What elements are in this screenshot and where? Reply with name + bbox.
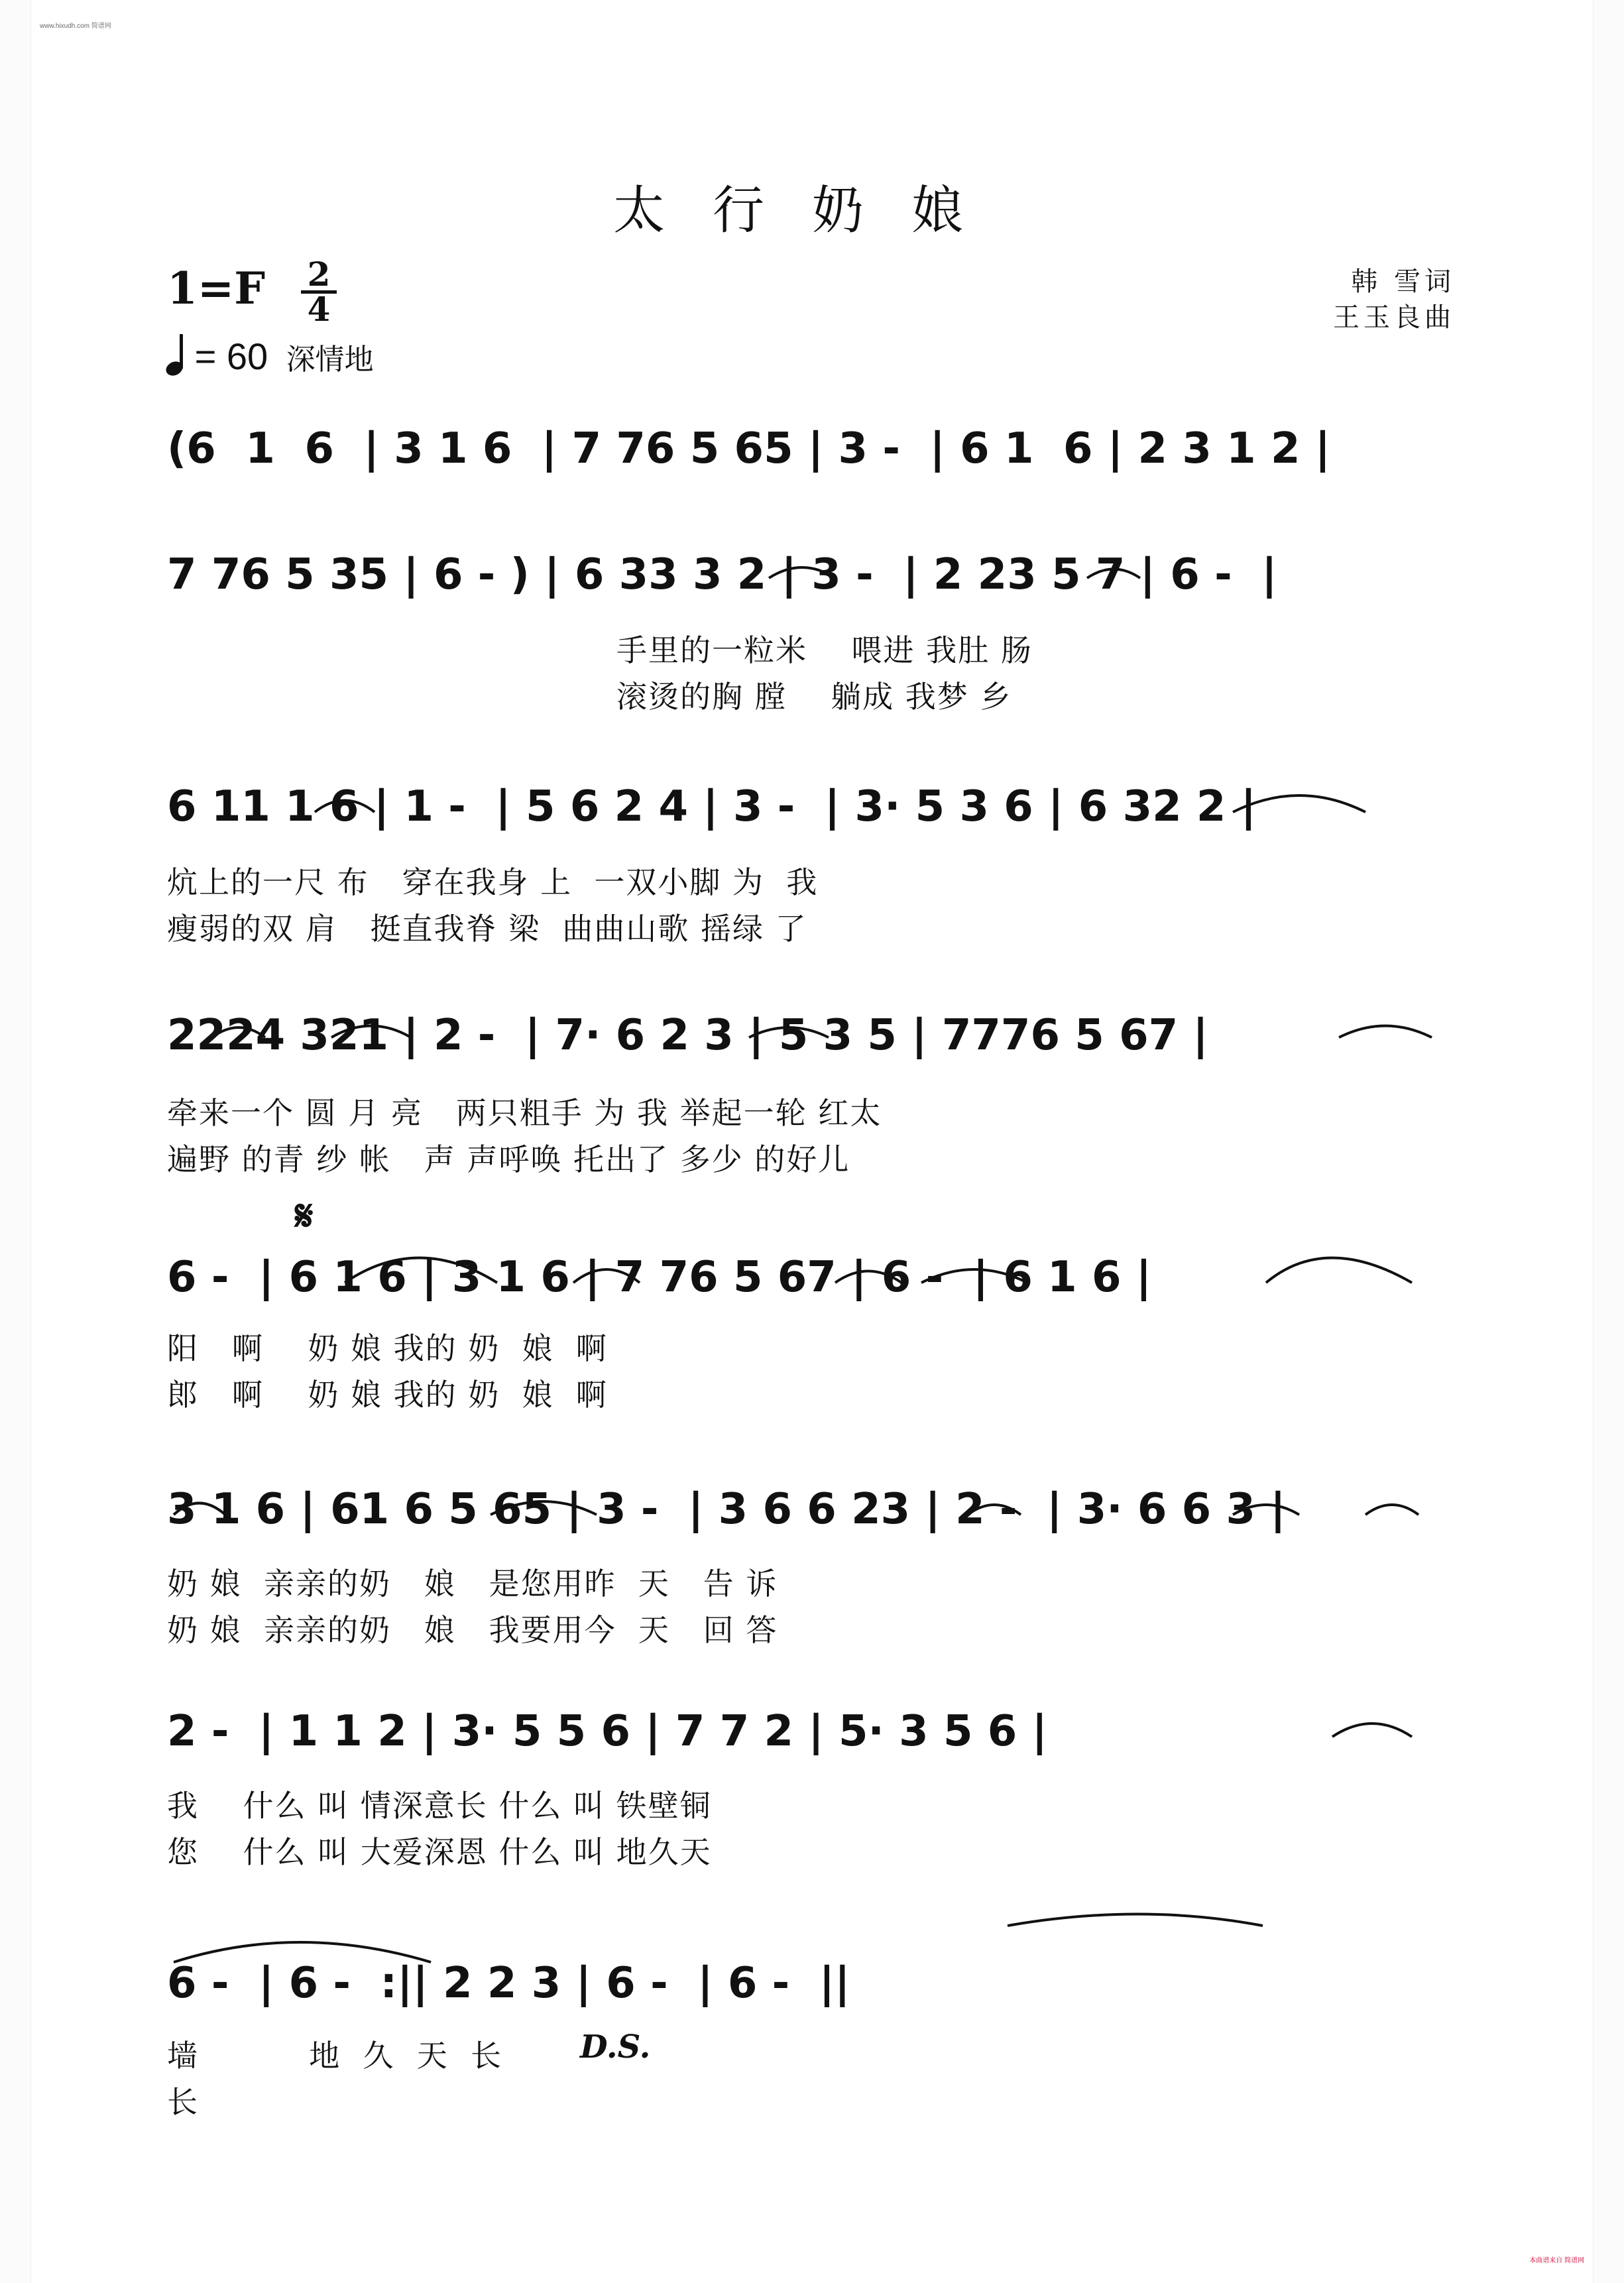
lyric-line-3-verse-2: 瘦弱的双 肩 挺直我脊 梁 曲曲山歌 摇绿 了 xyxy=(167,911,807,947)
slur xyxy=(1365,1505,1419,1515)
notes-line-7: 2 - | 1 1 2 | 3· 5 5 6 | 7 7 2 | 5· 3 5 6 | xyxy=(167,1707,1047,1756)
notes-line-3: 6 11 1 6 | 1 - | 5 6 2 4 | 3 - | 3· 5 3 6 | 6 32 2 | xyxy=(167,782,1257,831)
composer: 王玉良曲 xyxy=(1333,302,1455,333)
notes-line-1: (6 1 6 | 3 1 6 | 7 76 5 65 | 3 - | 6 1 6 | 2 3 1 2 | xyxy=(167,424,1331,473)
slur xyxy=(315,801,375,813)
lyric-line-6-verse-1: 奶 娘 亲亲的奶 娘 是您用昨 天 告 诉 xyxy=(167,1566,778,1602)
song-title: 太行奶娘 xyxy=(612,181,1011,241)
lyric-line-6-verse-2: 奶 娘 亲亲的奶 娘 我要用今 天 回 答 xyxy=(167,1612,778,1648)
lyric-line-2-verse-2: 滚烫的胸 膛 躺成 我梦 乡 xyxy=(616,679,1012,715)
lyric-line-3-verse-1: 炕上的一尺 布 穿在我身 上 一双小脚 为 我 xyxy=(167,864,819,900)
lyric-line-7-verse-2: 您 什么 叫 大爱深恩 什么 叫 地久天 xyxy=(167,1834,712,1870)
slur xyxy=(835,1271,901,1283)
slur xyxy=(174,1503,225,1515)
lyricist: 韩 雪词 xyxy=(1351,266,1455,297)
slur xyxy=(573,1269,640,1283)
ds-mark: D.S. xyxy=(580,2028,651,2066)
lyric-line-8-verse-2: 长 xyxy=(167,2084,199,2120)
slur xyxy=(921,1269,1027,1283)
lyric-line-4-verse-2: 遍野 的青 纱 帐 声 声呼唤 托出了 多少 的好儿 xyxy=(167,1142,850,1177)
tempo-value: = 60 xyxy=(194,335,268,377)
notes-line-4: 2224 321 | 2 - | 7· 6 2 3 | 5 3 5 | 7776 5 67 | xyxy=(167,1011,1208,1060)
key-signature: 1=F xyxy=(167,263,266,314)
slur xyxy=(1266,1258,1412,1283)
slur xyxy=(769,567,835,578)
site-text: www.hixudh.com 简谱网 xyxy=(40,23,111,30)
notes-line-5: 6 - | 6 1 6 | 3 1 6 | 7 76 5 67 | 6 - | 6 1 6 | xyxy=(167,1253,1152,1302)
slur xyxy=(331,1026,411,1038)
lyric-line-8-verse-1: 墙 地 久 天 长 xyxy=(167,2038,502,2074)
slur xyxy=(345,1258,497,1283)
slur xyxy=(968,1505,1021,1515)
slur xyxy=(1233,1505,1299,1515)
lyric-line-5-verse-1: 阳 啊 奶 娘 我的 奶 娘 啊 xyxy=(167,1330,608,1366)
lyric-line-2-verse-1: 手里的一粒米 喂进 我肚 肠 xyxy=(616,632,1033,668)
notes-line-6: 3 1 6 | 61 6 5 65 | 3 - | 3 6 6 23 | 2 - | 3· 6 6 3 | xyxy=(167,1485,1286,1534)
slur xyxy=(212,1027,265,1037)
footer-text: 本曲谱来自 简谱网 xyxy=(1529,2257,1584,2264)
slur xyxy=(1008,1914,1263,1926)
slur xyxy=(174,1942,431,1962)
lyric-line-4-verse-1: 牵来一个 圆 月 亮 两只粗手 为 我 举起一轮 红太 xyxy=(167,1095,882,1131)
time-bottom: 4 xyxy=(307,290,331,329)
expression-mark: 深情地 xyxy=(286,343,374,376)
lyric-line-7-verse-1: 我 什么 叫 情深意长 什么 叫 铁壁铜 xyxy=(167,1788,712,1824)
slur xyxy=(1233,795,1365,812)
lyric-line-5-verse-2: 郎 啊 奶 娘 我的 奶 娘 啊 xyxy=(167,1377,608,1413)
slur xyxy=(1339,1026,1432,1038)
slur xyxy=(749,1027,829,1037)
slur xyxy=(1332,1724,1412,1737)
segno-sign: 𝄋 xyxy=(295,1192,314,1241)
notes-line-2: 7 76 5 35 | 6 - ) | 6 33 3 2 | 3 - | 2 23 5 7 | 6 - | xyxy=(167,550,1277,599)
slur xyxy=(491,1501,597,1515)
notes-line-8: 6 - | 6 - :|| 2 2 3 | 6 - | 6 - || xyxy=(167,1959,850,2008)
time-top: 2 xyxy=(307,255,331,294)
slur xyxy=(1087,569,1140,579)
